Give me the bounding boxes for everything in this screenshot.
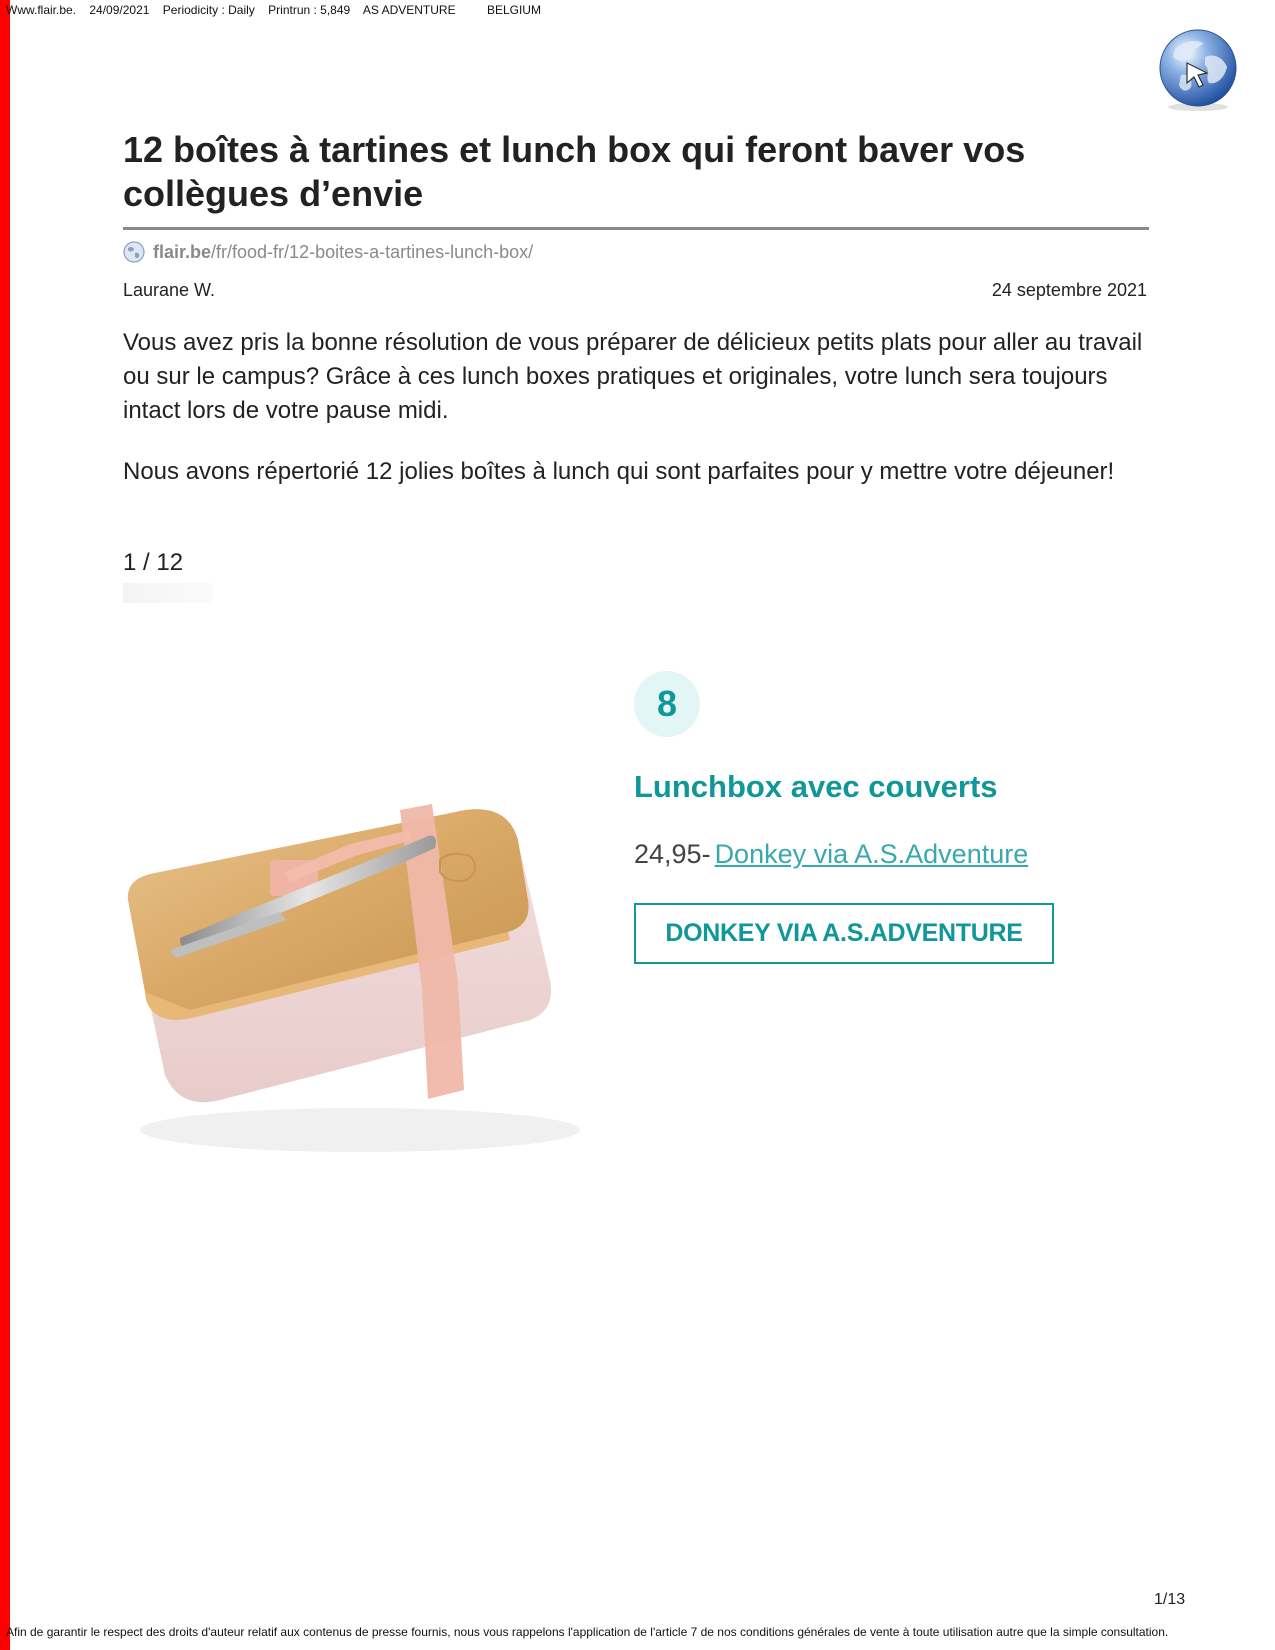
shop-link[interactable]: Donkey via A.S.Adventure xyxy=(714,839,1029,869)
clipping-meta-line xyxy=(6,3,551,17)
product-price: 24,95- xyxy=(634,839,711,869)
copyright-footer: Afin de garantir le respect des droits d'auteur relatif aux contenus de presse fournis, nous vous rappelons l'application de l'article 7 de nos conditions générales de vente à toute utilisation autre que la simple consultation. xyxy=(6,1625,1169,1639)
product-number-badge: 8 xyxy=(634,671,700,737)
source-path: /fr/food-fr/12-boites-a-tartines-lunch-box/ xyxy=(211,241,534,262)
meta-date: 24/09/2021 xyxy=(89,3,150,17)
globe-icon xyxy=(1155,27,1241,113)
meta-country: BELGIUM xyxy=(486,3,541,17)
article-date: 24 septembre 2021 xyxy=(991,280,1147,300)
shop-button[interactable]: DONKEY VIA A.S.ADVENTURE xyxy=(634,903,1054,964)
title-divider xyxy=(123,227,1149,230)
intro-paragraph: Vous avez pris la bonne résolution de vous préparer de délicieux petits plats pour aller au travail ou sur le campus? Grâce à ces lunch boxes pratiques et originales, votre lunch sera toujours intact lors de votre pause midi. xyxy=(123,329,1143,424)
price-line xyxy=(634,839,1028,870)
slide-counter: 1 / 12 xyxy=(123,549,184,576)
page-number: 1/13 xyxy=(1154,1591,1186,1608)
source-domain: flair.be xyxy=(153,241,212,262)
source-url[interactable] xyxy=(123,240,533,264)
side-red-bar xyxy=(0,0,10,1650)
counter-shadow xyxy=(123,583,213,603)
globe-small-icon xyxy=(123,241,145,263)
second-paragraph: Nous avons répertorié 12 jolies boîtes à lunch qui sont parfaites pour y mettre votre déjeuner! xyxy=(123,458,1115,485)
meta-periodicity: Periodicity : Daily xyxy=(162,3,255,17)
meta-client: AS ADVENTURE xyxy=(362,3,456,17)
article-author: Laurane W. xyxy=(123,280,216,300)
meta-site: Www.flair.be. xyxy=(6,3,77,17)
meta-printrun: Printrun : 5,849 xyxy=(268,3,351,17)
product-name: Lunchbox avec couverts xyxy=(634,769,998,804)
article-title: 12 boîtes à tartines et lunch box qui feront baver vos collègues d’envie xyxy=(123,129,1026,214)
lunchbox-image xyxy=(110,800,600,1160)
